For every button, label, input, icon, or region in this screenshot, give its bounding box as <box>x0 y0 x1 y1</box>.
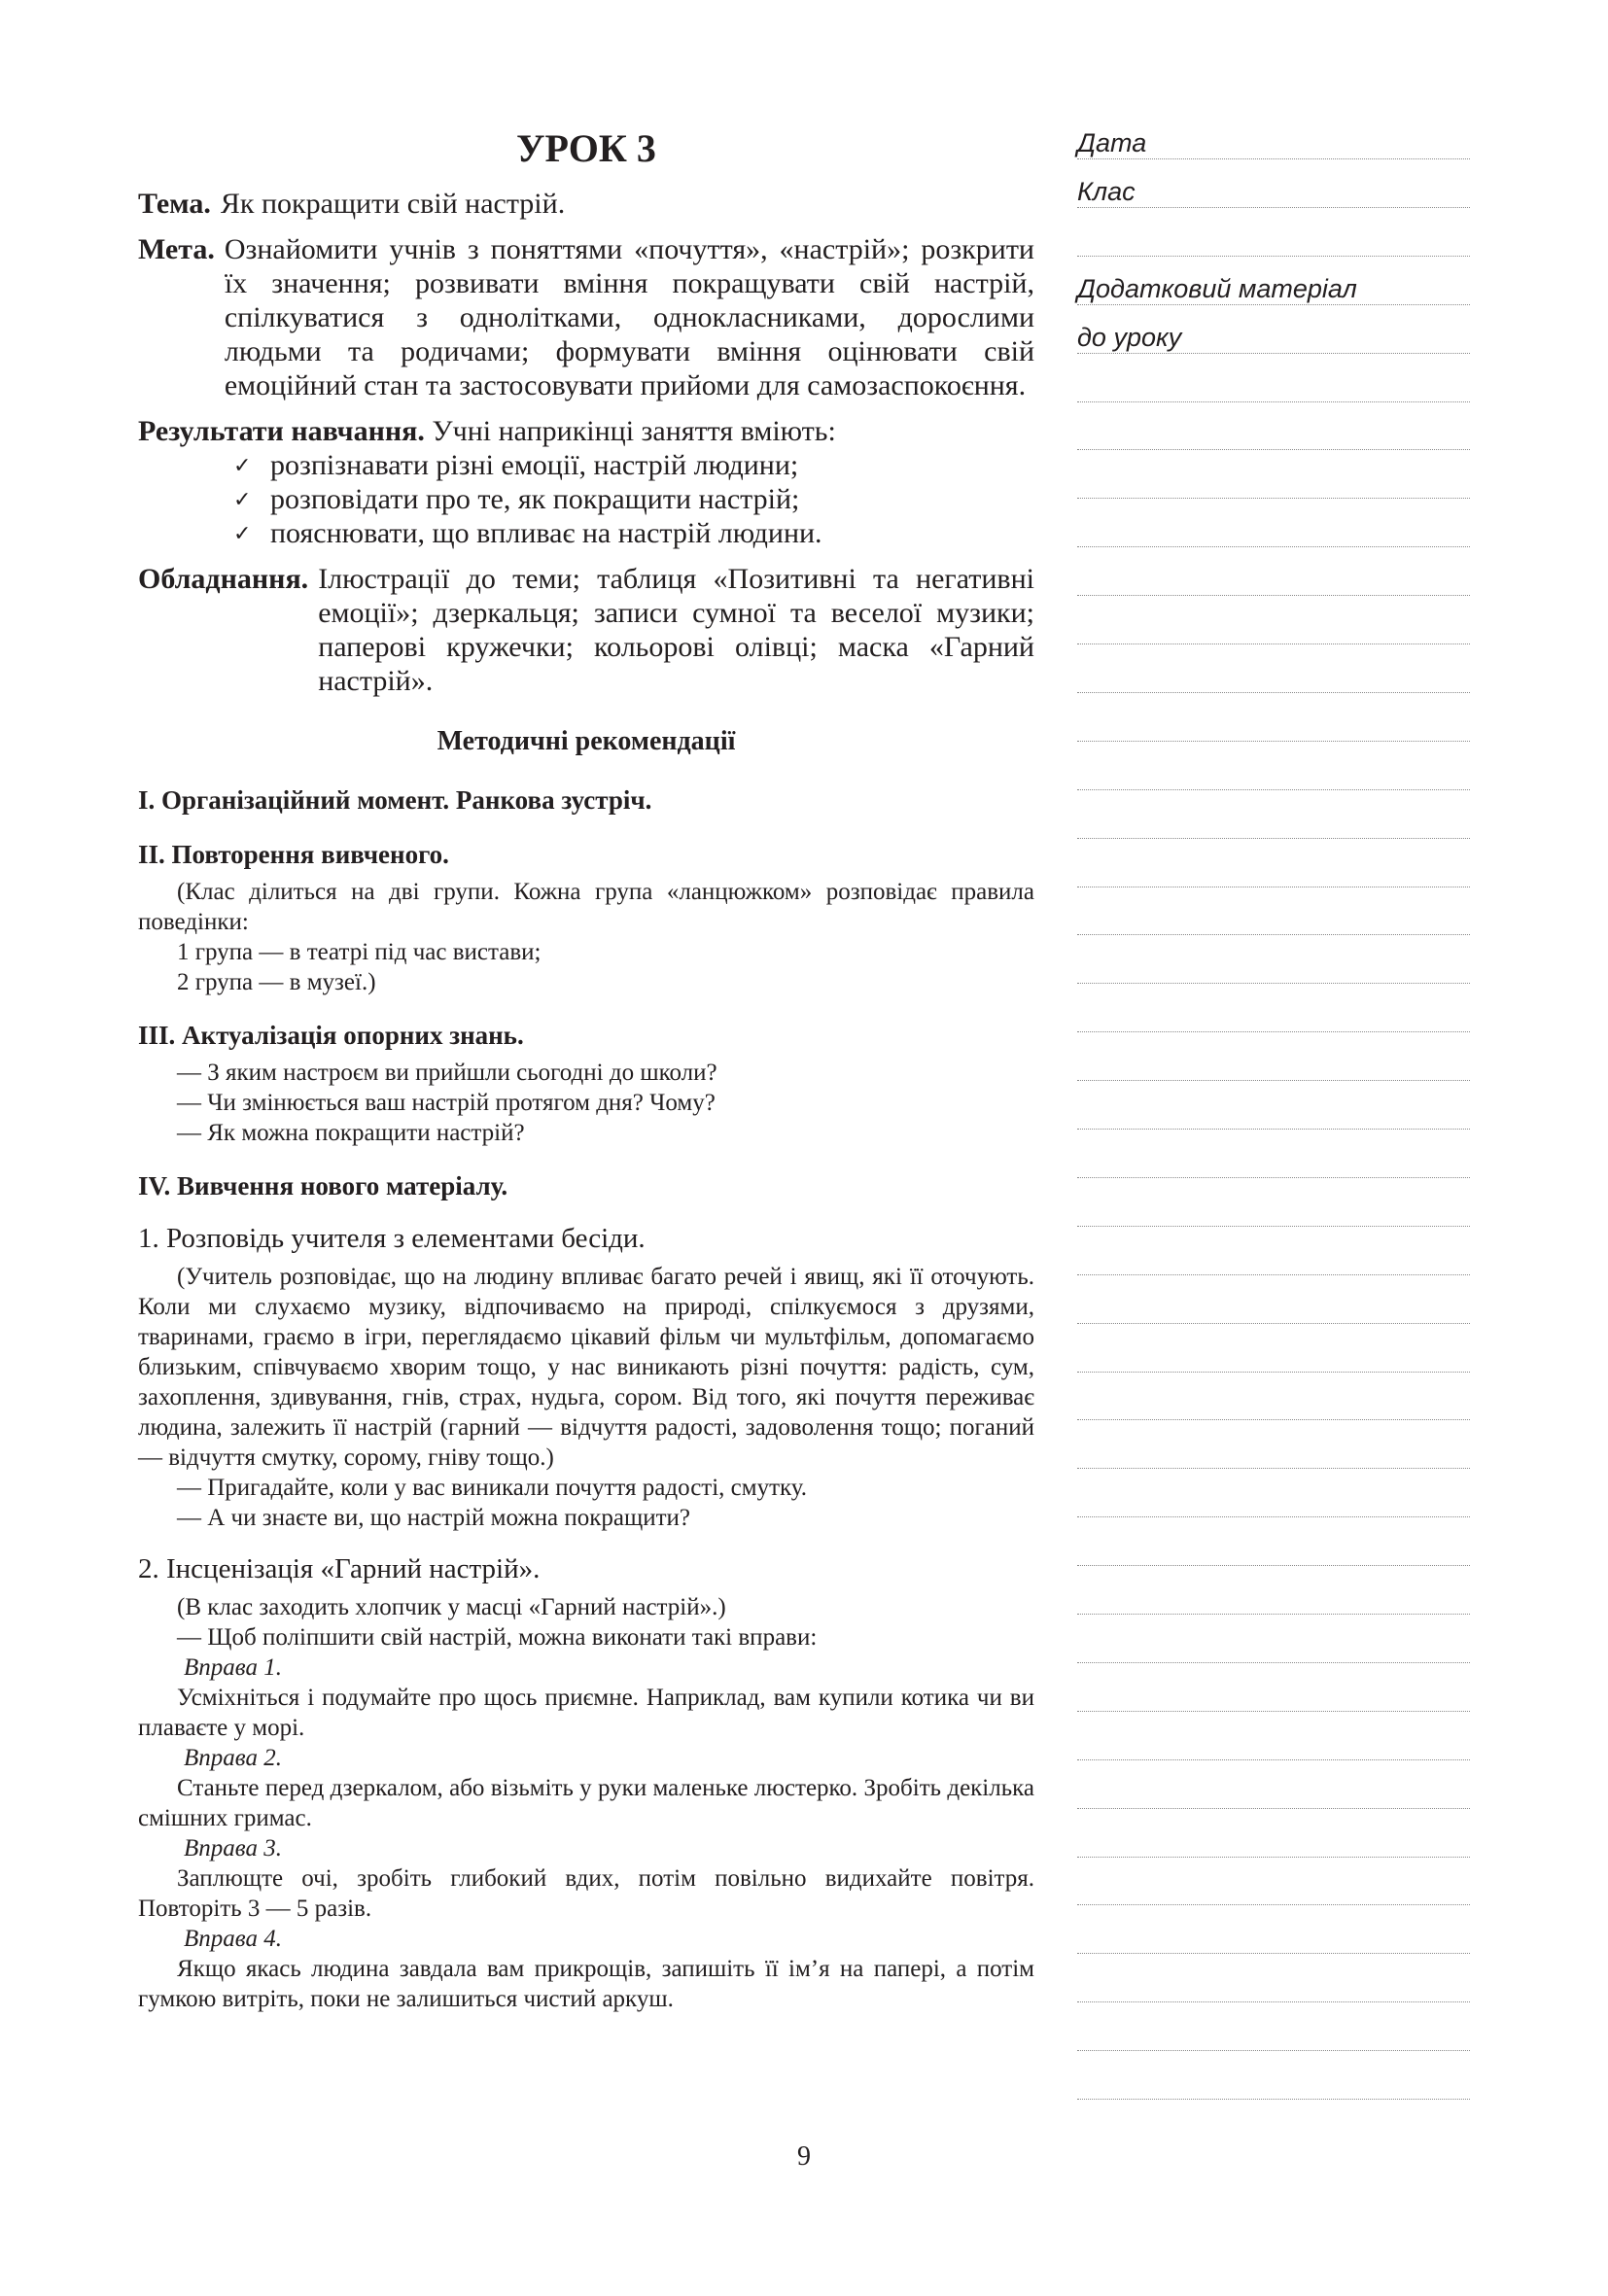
note-line <box>1077 1226 1470 1227</box>
class-label: Клас <box>1077 177 1136 206</box>
note-line <box>1077 1129 1470 1130</box>
exercise-text: Заплющте очі, зробіть глибокий вдих, потім повільно видихайте повітря. Повторіть 3 — 5 разів. <box>138 1865 1034 1922</box>
goal-field <box>138 232 1034 402</box>
note-line <box>1077 595 1470 596</box>
result-text: пояснювати, що впливає на настрій людини. <box>270 517 822 549</box>
exercise-name: Вправа 1. <box>184 1654 282 1681</box>
note-line <box>1077 1857 1470 1858</box>
equipment-label: Обладнання. <box>138 563 309 595</box>
exercise-name: Вправа 3. <box>184 1835 282 1861</box>
staging-line: — Щоб поліпшити свій настрій, можна виконати такі вправи: <box>177 1624 818 1651</box>
date-label: Дата <box>1077 128 1147 157</box>
checkmark-icon: ✓ <box>233 521 252 545</box>
note-line <box>1077 1468 1470 1469</box>
section-heading-1: I. Організаційний момент. Ранкова зустріч. <box>138 785 652 815</box>
note-line <box>1077 1759 1470 1760</box>
checkmark-icon: ✓ <box>233 453 252 477</box>
note-line <box>1077 2099 1470 2100</box>
exercise-text: Усміхніться і подумайте про щось приємне. Наприклад, вам купили котика чи ви плаваєте у морі. <box>138 1685 1034 1741</box>
results-intro: Учні наприкінці заняття вміють: <box>432 415 836 447</box>
question-line: — З яким настроєм ви прийшли сьогодні до школи? <box>177 1060 717 1086</box>
topic-label: Тема. <box>138 188 211 220</box>
goal-label: Мета. <box>138 233 215 265</box>
result-text: розпізнавати різні емоції, настрій людини; <box>270 449 799 481</box>
teacher-story: (Учитель розповідає, що на людину впливає багато речей і явищ, які її оточують. Коли ми слухаємо музику, відпочиваємо на природі, спілкуємося з друзями, тваринами, граємо в ігри, переглядаємо цікавий фільм чи мультфільм, допомагаємо близьким, співчуваємо хворим тощо, у нас виникають різні почуття: радість, сум, захоплення, здивування, гнів, страх, нудьга, сором. Від того, які почуття переживає людина, залежить її настрій (гарний — відчуття радості, задоволення тощо; поганий — відчуття смутку, сорому, гніву тощо.) <box>138 1264 1034 1471</box>
note-line <box>1077 2050 1470 2051</box>
note-line <box>1077 207 1470 208</box>
section-2-line: 2 група — в музеї.) <box>177 969 376 995</box>
note-line <box>1077 2001 1470 2002</box>
results-label: Результати навчання. <box>138 415 425 447</box>
note-line <box>1077 692 1470 693</box>
section-heading-4: IV. Вивчення нового матеріалу. <box>138 1171 508 1200</box>
question-line: — Як можна покращити настрій? <box>177 1120 525 1146</box>
equipment-field <box>138 562 1034 698</box>
goal-text: Ознайомити учнів з поняттями «почуття», «настрій»; розкрити їх значення; розвивати вміння покращувати свій настрій, спілкуватися з однолітками, однокласниками, дорослими людьми та родичами; формувати вміння оцінювати свій емоційний стан та застосовувати прийоми для самозаспокоєння. <box>224 233 1034 401</box>
section-2-line: 1 група — в театрі під час вистави; <box>177 939 542 965</box>
section-heading-2: II. Повторення вивченого. <box>138 840 449 869</box>
topic-text: Як покращити свій настрій. <box>220 188 566 220</box>
lesson-content <box>138 124 1034 2014</box>
results-list <box>138 448 1034 550</box>
extra-material-label-2: до уроку <box>1077 323 1182 352</box>
note-line <box>1077 498 1470 499</box>
note-line <box>1077 1323 1470 1324</box>
results-intro-line <box>138 414 1034 448</box>
note-line <box>1077 1565 1470 1566</box>
question-line: — А чи знаєте ви, що настрій можна покращити? <box>177 1505 691 1531</box>
checkmark-icon: ✓ <box>233 487 252 511</box>
note-line <box>1077 934 1470 935</box>
note-line <box>1077 1614 1470 1615</box>
exercise-name: Вправа 2. <box>184 1745 282 1771</box>
note-line <box>1077 789 1470 790</box>
note-line <box>1077 1904 1470 1905</box>
note-line <box>1077 158 1470 159</box>
list-item <box>233 448 1034 482</box>
page-number: 9 <box>797 2141 811 2172</box>
question-line: — Пригадайте, коли у вас виникали почуття радості, смутку. <box>177 1475 808 1501</box>
list-item <box>233 516 1034 550</box>
list-item <box>233 482 1034 516</box>
note-line <box>1077 1953 1470 1954</box>
note-line <box>1077 983 1470 984</box>
lesson-title: УРОК 3 <box>516 126 656 170</box>
result-text: розповідати про те, як покращити настрій; <box>270 483 800 515</box>
note-line <box>1077 1177 1470 1178</box>
note-line <box>1077 741 1470 742</box>
note-line <box>1077 1274 1470 1275</box>
note-line <box>1077 1031 1470 1032</box>
item-2-title: 2. Інсценізація «Гарний настрій». <box>138 1553 541 1584</box>
staging-line: (В клас заходить хлопчик у масці «Гарний настрій».) <box>177 1594 726 1620</box>
methodology-heading: Методичні рекомендації <box>437 726 736 756</box>
note-line <box>1077 1516 1470 1517</box>
item-1-title: 1. Розповідь учителя з елементами бесіди. <box>138 1223 646 1254</box>
extra-material-label-1: Додатковий матеріал <box>1077 274 1357 303</box>
section-heading-3: III. Актуалізація опорних знань. <box>138 1021 524 1050</box>
note-line <box>1077 1808 1470 1809</box>
exercise-text: Якщо якась людина завдала вам прикрощів, запишіть її ім’я на папері, а потім гумкою витріть, поки не залишиться чистий аркуш. <box>138 1956 1034 2012</box>
note-line <box>1077 304 1470 305</box>
note-line <box>1077 256 1470 257</box>
topic-field <box>138 187 1034 221</box>
note-line <box>1077 1372 1470 1373</box>
note-line <box>1077 1080 1470 1081</box>
note-line <box>1077 353 1470 354</box>
note-line <box>1077 1419 1470 1420</box>
note-line <box>1077 1711 1470 1712</box>
exercise-name: Вправа 4. <box>184 1926 282 1952</box>
note-line <box>1077 401 1470 402</box>
exercise-text: Станьте перед дзеркалом, або візьміть у руки маленьке люстерко. Зробіть декілька смішних гримас. <box>138 1775 1034 1831</box>
section-2-intro: (Клас ділиться на дві групи. Кожна група «ланцюжком» розповідає правила поведінки: <box>138 879 1034 935</box>
note-line <box>1077 449 1470 450</box>
equipment-text: Ілюстрації до теми; таблиця «Позитивні та негативні емоції»; дзеркальця; записи сумної та веселої музики; паперові кружечки; кольорові олівці; маска «Гарний настрій». <box>318 563 1034 697</box>
note-line <box>1077 1662 1470 1663</box>
question-line: — Чи змінюється ваш настрій протягом дня? Чому? <box>177 1090 716 1116</box>
note-line <box>1077 838 1470 839</box>
note-line <box>1077 546 1470 547</box>
